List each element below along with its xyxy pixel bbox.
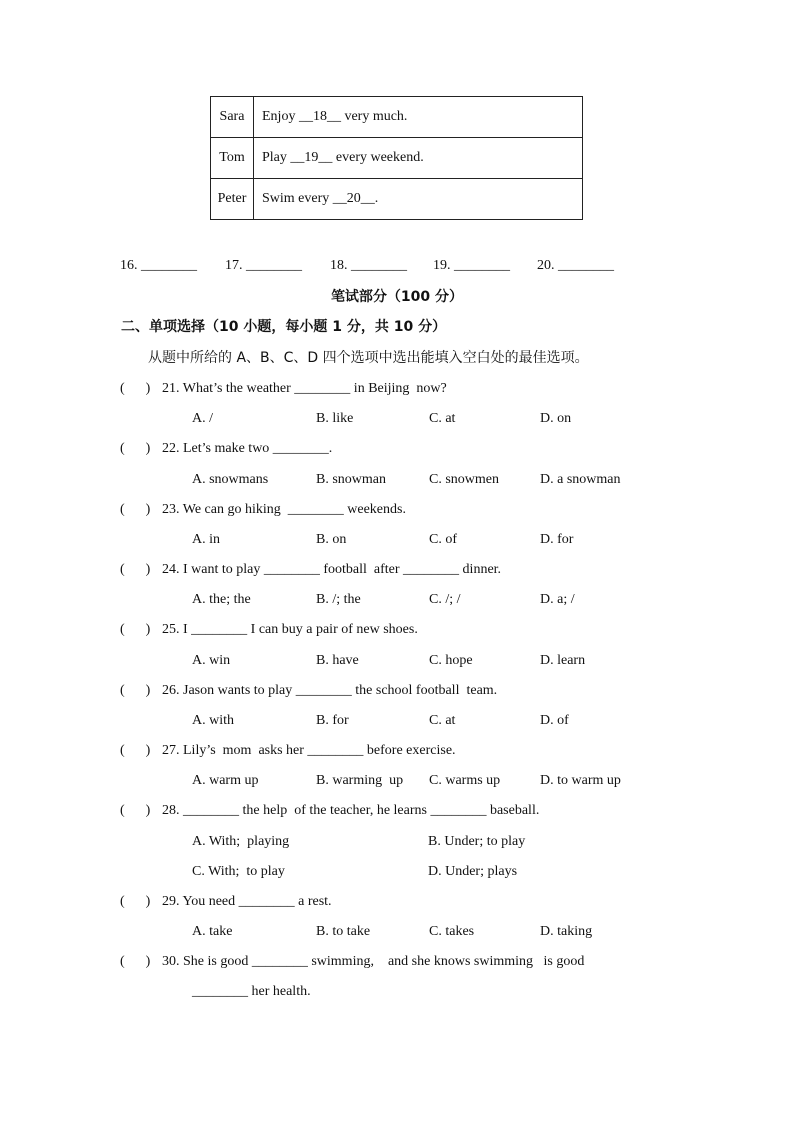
option-a[interactable]: A. the; the <box>192 592 251 607</box>
question-text: 28. ________ the help of the teacher, he learns ________ baseball. <box>162 803 540 818</box>
answer-blank-19[interactable]: 19. ________ <box>433 258 510 273</box>
answer-blank-16[interactable]: 16. ________ <box>120 258 197 273</box>
option-a[interactable]: A. warm up <box>192 773 259 788</box>
question-paren[interactable]: ( ) <box>120 803 151 818</box>
answer-blank-17[interactable]: 17. ________ <box>225 258 302 273</box>
question-paren[interactable]: ( ) <box>120 381 151 396</box>
option-a[interactable]: A. with <box>192 713 234 728</box>
option-c[interactable]: C. at <box>429 411 456 426</box>
option-b[interactable]: B. have <box>316 653 359 668</box>
answer-blank-18[interactable]: 18. ________ <box>330 258 407 273</box>
question-paren[interactable]: ( ) <box>120 954 151 969</box>
option-d[interactable]: D. to warm up <box>540 773 621 788</box>
option-c[interactable]: C. takes <box>429 924 475 939</box>
table-cell-name: Peter <box>211 179 254 220</box>
question-text: 29. You need ________ a rest. <box>162 894 332 909</box>
option-c[interactable]: C. snowmen <box>429 472 499 487</box>
table-cell-text: Play __19__ every weekend. <box>254 138 583 179</box>
option-b[interactable]: B. warming up <box>316 773 404 788</box>
option-d[interactable]: D. of <box>540 713 569 728</box>
table-row <box>211 97 583 138</box>
question-paren[interactable]: ( ) <box>120 562 151 577</box>
option-d[interactable]: D. for <box>540 532 574 547</box>
option-d[interactable]: D. taking <box>540 924 593 939</box>
table-cell-text: Enjoy __18__ very much. <box>254 97 583 138</box>
instruction-text: 从题中所给的 A、B、C、D 四个选项中选出能填入空白处的最佳选项。 <box>148 350 589 366</box>
option-a[interactable]: A. take <box>192 924 233 939</box>
option-c[interactable]: C. warms up <box>429 773 501 788</box>
option-b[interactable]: B. /; the <box>316 592 361 607</box>
question-text: 21. What’s the weather ________ in Beijing now? <box>162 381 447 396</box>
question-paren[interactable]: ( ) <box>120 743 151 758</box>
option-b[interactable]: B. on <box>316 532 347 547</box>
question-paren[interactable]: ( ) <box>120 502 151 517</box>
table-cell-text: Swim every __20__. <box>254 179 583 220</box>
option-a[interactable]: A. win <box>192 653 231 668</box>
question-paren[interactable]: ( ) <box>120 622 151 637</box>
option-b[interactable]: B. Under; to play <box>428 834 526 849</box>
option-a[interactable]: A. in <box>192 532 220 547</box>
answer-blank-20[interactable]: 20. ________ <box>537 258 614 273</box>
option-d[interactable]: D. Under; plays <box>428 864 518 879</box>
question-paren[interactable]: ( ) <box>120 441 151 456</box>
option-c[interactable]: C. of <box>429 532 457 547</box>
section-title: 笔试部分（100 分） <box>330 289 464 305</box>
option-c[interactable]: C. With; to play <box>192 864 285 879</box>
option-d[interactable]: D. a snowman <box>540 472 621 487</box>
question-text: 24. I want to play ________ football after ________ dinner. <box>162 562 502 577</box>
option-b[interactable]: B. like <box>316 411 354 426</box>
option-c[interactable]: C. /; / <box>429 592 461 607</box>
option-c[interactable]: C. hope <box>429 653 473 668</box>
option-a[interactable]: A. With; playing <box>192 834 290 849</box>
question-paren[interactable]: ( ) <box>120 894 151 909</box>
option-b[interactable]: B. to take <box>316 924 371 939</box>
option-a[interactable]: A. snowmans <box>192 472 269 487</box>
option-d[interactable]: D. learn <box>540 653 586 668</box>
table-cell-name: Tom <box>211 138 254 179</box>
option-a[interactable]: A. / <box>192 411 213 426</box>
question-text: 25. I ________ I can buy a pair of new shoes. <box>162 622 418 637</box>
option-b[interactable]: B. for <box>316 713 349 728</box>
option-b[interactable]: B. snowman <box>316 472 386 487</box>
question-text: 26. Jason wants to play ________ the school football team. <box>162 683 498 698</box>
table-row <box>211 138 583 179</box>
question-text: 27. Lily’s mom asks her ________ before exercise. <box>162 743 456 758</box>
table-cell-name: Sara <box>211 97 254 138</box>
option-c[interactable]: C. at <box>429 713 456 728</box>
info-table <box>210 96 583 220</box>
question-text: 22. Let’s make two ________. <box>162 441 333 456</box>
question-paren[interactable]: ( ) <box>120 683 151 698</box>
option-d[interactable]: D. a; / <box>540 592 575 607</box>
option-d[interactable]: D. on <box>540 411 572 426</box>
question-text: 30. She is good ________ swimming, and she knows swimming is good <box>162 954 585 969</box>
part-heading: 二、单项选择（10 小题，每小题 1 分，共 10 分） <box>121 319 447 335</box>
question-text: 23. We can go hiking ________ weekends. <box>162 502 406 517</box>
question-text-continuation: ________ her health. <box>192 984 311 999</box>
table-row <box>211 179 583 220</box>
